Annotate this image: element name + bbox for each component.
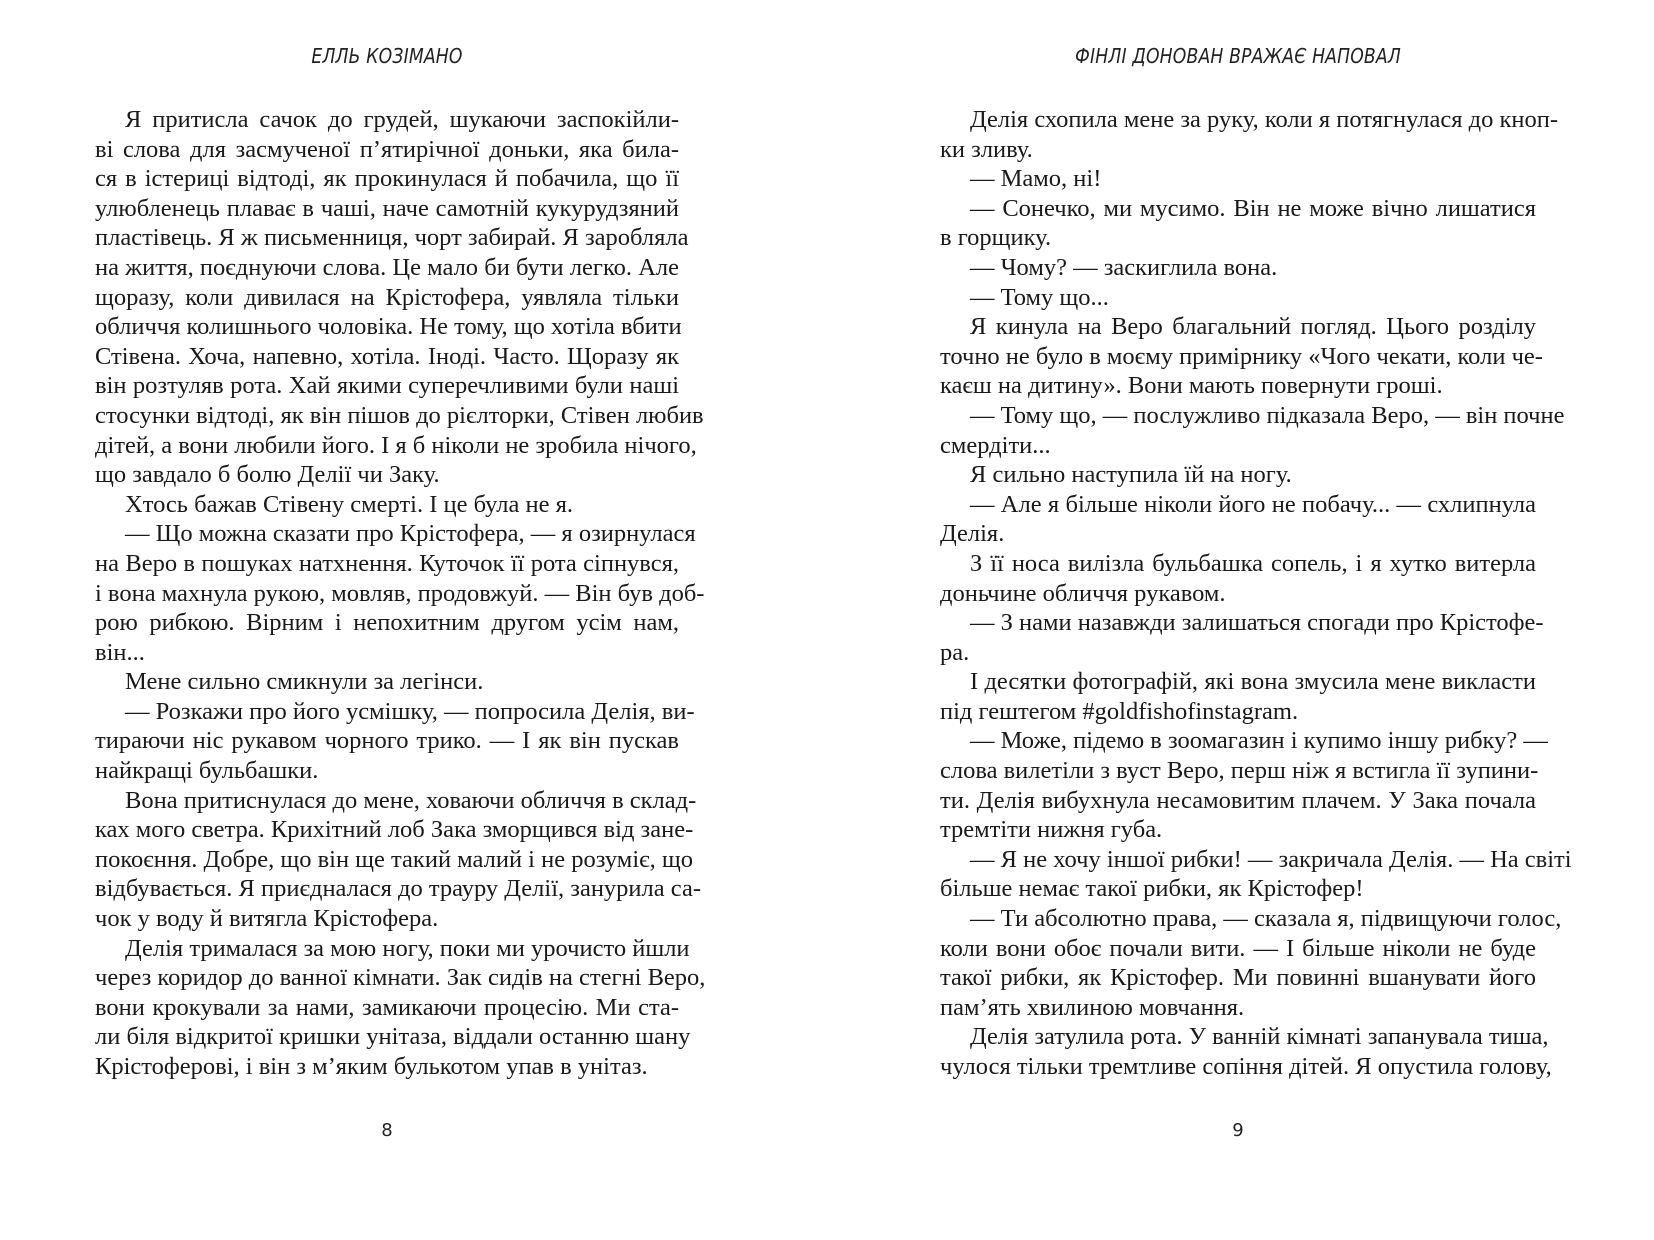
text-line: стосунки відтоді, як він пішов до рієлторки, Стівен любив xyxy=(95,401,704,429)
right-page-body xyxy=(940,105,1572,1082)
text-line: Я сильно наступила їй на ногу. xyxy=(970,461,1292,489)
text-line: пластівець. Я ж письменниця, чорт забирай. Я заробляла xyxy=(95,224,689,252)
left-page-body xyxy=(95,105,706,1082)
text-line: коли вони обоє почали вити. — І більше ніколи не буде xyxy=(940,934,1536,962)
text-line: такої рибки, як Крістофер. Ми повинні вшанувати його xyxy=(940,964,1536,992)
text-line: смердіти... xyxy=(940,431,1051,459)
text-line: тремтіти нижня губа. xyxy=(940,816,1163,844)
text-line: на життя, поєднуючи слова. Це мало би бути легко. Але xyxy=(95,253,679,281)
text-line: Делія затулила рота. У ванній кімнаті запанувала тиша, xyxy=(970,1023,1549,1051)
text-line: ли біля відкритої кришки унітаза, віддали останню шану xyxy=(95,1023,691,1051)
text-line: через коридор до ванної кімнати. Зак сидів на стегні Веро, xyxy=(95,964,706,992)
text-line: слова вилетіли з вуст Веро, перш ніж я встигла її зупини- xyxy=(940,757,1539,785)
text-line: — Сонечко, ми мусимо. Він не може вічно лишатися xyxy=(970,194,1536,222)
text-line: ві слова для засмученої п’ятирічної доньки, яка била- xyxy=(95,135,679,163)
text-line: Я кинула на Веро благальний погляд. Цього розділу xyxy=(970,313,1536,341)
text-line: — Мамо, ні! xyxy=(970,165,1102,193)
text-line: Вона притиснулася до мене, ховаючи обличчя в склад- xyxy=(125,786,697,814)
text-line: вони крокували за нами, замикаючи процесію. Ми ста- xyxy=(95,993,679,1021)
text-line: покоєння. Добре, що він ще такий малий і не розуміє, що xyxy=(95,845,694,873)
text-line: Хтось бажав Стівену смерті. І це була не я. xyxy=(125,490,574,518)
text-line: в горщику. xyxy=(940,224,1052,252)
text-line: — Ти абсолютно права, — сказала я, підвищуючи голос, xyxy=(970,905,1562,933)
text-line: — Розкажи про його усмішку, — попросила Делія, ви- xyxy=(125,697,695,725)
text-line: Стівена. Хоча, напевно, хотіла. Іноді. Часто. Щоразу як xyxy=(95,342,679,370)
page-number-left: 8 xyxy=(381,1120,393,1141)
text-line: і вона махнула рукою, мовляв, продовжуй. — Він був доб- xyxy=(95,579,705,607)
text-line: — Я не хочу іншої рибки! — закричала Делія. — На світі xyxy=(970,845,1572,873)
text-line: ра. xyxy=(940,638,970,666)
text-line: більше немає такої рибки, як Крістофер! xyxy=(940,875,1364,903)
text-line: Делія. xyxy=(940,520,1005,548)
text-line: — Тому що, — послужливо підказала Веро, — він почне xyxy=(970,401,1565,429)
text-line: чулося тільки тремтливе сопіння дітей. Я опустила голову, xyxy=(940,1053,1552,1080)
text-line: З її носа вилізла бульбашка сопель, і я хутко витерла xyxy=(970,549,1536,577)
right-page xyxy=(940,0,1572,1240)
text-line: доньчине обличчя рукавом. xyxy=(940,579,1226,607)
text-line: — З нами назавжди залишаться спогади про Крістофе- xyxy=(970,609,1544,637)
text-line: на Веро в пошуках натхнення. Куточок її рота сіпнувся, xyxy=(95,549,679,577)
text-line: ки зливу. xyxy=(940,135,1033,163)
text-line: він розтуляв рота. Хай якими суперечливими були наші xyxy=(95,372,679,400)
page-number-right: 9 xyxy=(1232,1120,1244,1141)
text-line: — Може, підемо в зоомагазин і купимо іншу рибку? — xyxy=(970,727,1548,755)
text-line: найкращі бульбашки. xyxy=(95,757,319,785)
text-line: каєш на дитину». Вони мають повернути гроші. xyxy=(940,372,1443,400)
left-page xyxy=(95,0,706,1240)
text-line: Крістоферові, і він з м’яким булькотом упав в унітаз. xyxy=(95,1053,648,1080)
text-line: рою рибкою. Вірним і непохитним другом усім нам, xyxy=(95,609,679,637)
text-line: — Чому? — заскиглила вона. xyxy=(970,253,1278,281)
text-line: Делія трималася за мою ногу, поки ми урочисто йшли xyxy=(125,934,690,962)
text-line: — Що можна сказати про Крістофера, — я озирнулася xyxy=(125,520,696,548)
running-head-title: ФІНЛІ ДОНОВАН ВРАЖАЄ НАПОВАЛ xyxy=(1075,44,1401,68)
text-line: улюбленець плаває в чаші, наче самотній кукурудзяний xyxy=(95,194,679,222)
text-line: він... xyxy=(95,638,145,666)
text-line: тираючи ніс рукавом чорного трико. — І як він пускав xyxy=(95,727,679,755)
text-line: пам’ять хвилиною мовчання. xyxy=(940,993,1245,1021)
text-line: відбувається. Я приєдналася до трауру Делії, занурила са- xyxy=(95,875,701,903)
text-line: ках мого светра. Крихітний лоб Зака зморщився від зане- xyxy=(95,816,694,844)
text-line: що завдало б болю Делії чи Заку. xyxy=(95,461,440,489)
text-line: Делія схопила мене за руку, коли я потягнулася до кноп- xyxy=(970,106,1559,133)
running-head-author: ЕЛЛЬ КОЗІМАНО xyxy=(311,44,463,68)
text-line: чок у воду й витягла Крістофера. xyxy=(95,905,439,933)
text-line: точно не було в моєму примірнику «Чого чекати, коли че- xyxy=(940,342,1543,370)
text-line: під гештегом #goldfishofinstagram. xyxy=(940,697,1299,725)
text-line: — Але я більше ніколи його не побачу... — схлипнула xyxy=(970,490,1536,518)
text-line: — Тому що... xyxy=(970,283,1109,311)
text-line: Мене сильно смикнули за легінси. xyxy=(125,668,484,696)
text-line: І десятки фотографій, які вона змусила мене викласти xyxy=(970,668,1536,696)
text-line: ти. Делія вибухнула несамовитим плачем. У Зака почала xyxy=(940,786,1536,814)
text-line: обличчя колишнього чоловіка. Не тому, що хотіла вбити xyxy=(95,313,682,341)
text-line: Я притисла сачок до грудей, шукаючи заспокійли- xyxy=(125,106,679,133)
text-line: дітей, а вони любили його. І я б ніколи не зробила нічого, xyxy=(95,431,697,459)
text-line: щоразу, коли дивилася на Крістофера, уявляла тільки xyxy=(95,283,679,311)
text-line: ся в істериці відтоді, як прокинулася й побачила, що її xyxy=(95,165,679,193)
